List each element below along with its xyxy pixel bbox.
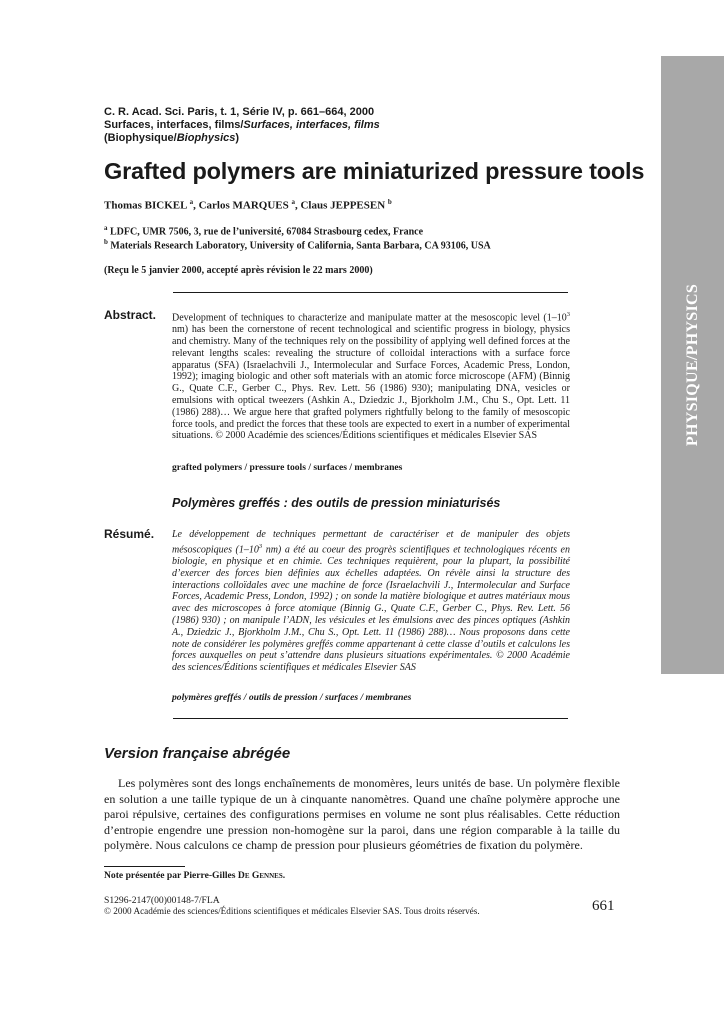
author-affiliation-mark: a: [291, 198, 295, 206]
author-separator: ,: [294, 199, 301, 212]
side-tab-label: PHYSIQUE/PHYSICS: [683, 283, 701, 447]
copyright-line: © 2000 Académie des sciences/Éditions scientifiques et médicales Elsevier SAS. Tous droits réservés.: [104, 906, 480, 916]
presentation-note: [104, 870, 285, 881]
abstract-superscript: 3: [566, 311, 570, 318]
journal-citation: C. R. Acad. Sci. Paris, t. 1, Série IV, p. 661–664, 2000: [104, 106, 375, 118]
author-separator: ,: [193, 199, 199, 212]
author-affiliation-mark: a: [189, 198, 194, 206]
abstract-text: [172, 309, 570, 442]
affiliation-text: LDFC, UMR 7506, 3, rue de l’université, 67084 Strasbourg cedex, France: [110, 226, 424, 238]
section-heading: Version française abrégée: [104, 745, 291, 762]
journal-section-fr: Surfaces, interfaces, films/: [104, 119, 244, 131]
abstract-label: Abstract.: [104, 308, 157, 322]
journal-subsection-close: ): [235, 132, 240, 144]
abstract-text-part: Development of techniques to characterize and manipulate matter at the mesoscopic level (1–10: [172, 312, 567, 324]
footnote-rule: [104, 866, 185, 867]
resume-keywords: polymères greffés / outils de pression / surfaces / membranes: [172, 692, 412, 703]
resume-label: Résumé.: [104, 527, 155, 541]
note-prefix: Note présentée par Pierre-Gilles: [104, 870, 238, 881]
affiliation-mark: a: [104, 224, 108, 232]
article-identifier: S1296-2147(00)00148-7/FLA: [104, 895, 220, 906]
affiliation-b: [104, 238, 491, 251]
journal-subsection-fr: (Biophysique/: [104, 132, 177, 144]
journal-subsection: [104, 132, 380, 145]
author-name: Thomas BICKEL: [104, 199, 187, 212]
affiliation-a: [104, 224, 423, 237]
page-number: 661: [592, 898, 615, 914]
divider: [173, 718, 568, 719]
affiliation-mark: b: [104, 238, 108, 246]
section-side-tab: [661, 56, 724, 674]
resume-text: [172, 529, 570, 674]
journal-subsection-en: Biophysics: [176, 132, 236, 144]
paper-title: Grafted polymers are miniaturized pressure tools: [104, 158, 645, 184]
divider: [173, 292, 568, 293]
french-title: Polymères greffés : des outils de pression miniaturisés: [172, 496, 501, 510]
resume-superscript: 3: [258, 542, 263, 550]
note-presenter: De Gennes: [237, 870, 283, 881]
author-name: Carlos MARQUES: [198, 199, 289, 212]
resume-text-part: nm) a été au coeur des progrès scientifiques et technologiques récents en biologie, en physique et en chimie. Ces techniques requièrent, pour la plupart, la possibilité d’exercer des forces bien définies aux échelles adaptées. On révèle ainsi la structure des interactions colloïdales avec une machine de force (Israelachvili J., Intermolecular and Surface Forces, Academic Press, London, 1992) ; on sonde la matière biologique et autres matériaux mous avec des microscopes à force atomique (Binnig G., Quate C.F., Gerber C., Phys. Rev. Lett. 56 (1986) 930) ; on manipule l’ADN, les vésicules et les émulsions avec des pinces optiques (Ashkin A., Dziedzic J., Bjorkholm J.M., Chu S., Opt. Lett. 11 (1986) 288)… Nous proposons dans cette note de considérer les polymères greffés comme appartenant à cette classe d’outils et calculons les forces auxquelles on peut s’attendre dans plusieurs situations expérimentales. © 2000 Académie des sciences/Éditions scientifiques et médicales Elsevier SAS: [172, 544, 570, 674]
journal-reference: [104, 106, 380, 145]
received-date: (Reçu le 5 janvier 2000, accepté après révision le 22 mars 2000): [104, 265, 373, 276]
note-suffix: .: [282, 870, 286, 881]
author-list: [104, 198, 392, 212]
journal-section-en: Surfaces, interfaces, films: [243, 119, 380, 131]
author-affiliation-mark: b: [387, 198, 392, 206]
affiliation-text: Materials Research Laboratory, University of California, Santa Barbara, CA 93106, USA: [110, 240, 491, 252]
author-name: Claus JEPPESEN: [300, 199, 386, 212]
abstract-text-part: nm) has been the cornerstone of recent technological and scientific progress in biology, physics and chemistry. Many of the techniques rely on the possibility of applying well defined forces at the relevant lengths scales: revealing the structure of colloidal interactions with a surface force apparatus (SFA) (Israelachvili J., Intermolecular and Surface Forces, Academic Press, London, 1992); imaging biologic and other soft materials with an atomic force microscope (AFM) (Binnig G., Quate C.F., Gerber C., Phys. Rev. Lett. 56 (1986) 930); manipulating DNA, vesicles or emulsions with optical tweezers (Ashkin A., Dziedzic J., Bjorkholm J.M., Chu S., Opt. Lett. 11 (1986) 288)… We argue here that grafted polymers rightfully belong to the family of mesoscopic force tools, and predict the forces that these tools are expected to exert in a number of experimental situations. © 2000 Académie des sciences/Éditions scientifiques et médicales Elsevier SAS: [172, 324, 570, 442]
resume-text-part: Le développement de techniques permettant de caractériser et de manipuler des objets mésoscopiques (1–10: [172, 529, 570, 556]
abstract-keywords: grafted polymers / pressure tools / surfaces / membranes: [172, 462, 403, 473]
journal-section: [104, 119, 380, 132]
body-paragraph: Les polymères sont des longs enchaînements de monomères, leurs unités de base. Un polymère flexible en solution a une taille typique de un à cinquante nanomètres. Quand une chaîne polymère approche une paroi répulsive, certaines des configurations permises en volume ne sont plus réalisables. Cette réduction d’entropie engendre une pression non-homogène sur la paroi, dans une région comparable à la taille du polymère. Nous calculons ce champ de pression pour plusieurs géométries de fixation du polymère.: [104, 776, 620, 852]
